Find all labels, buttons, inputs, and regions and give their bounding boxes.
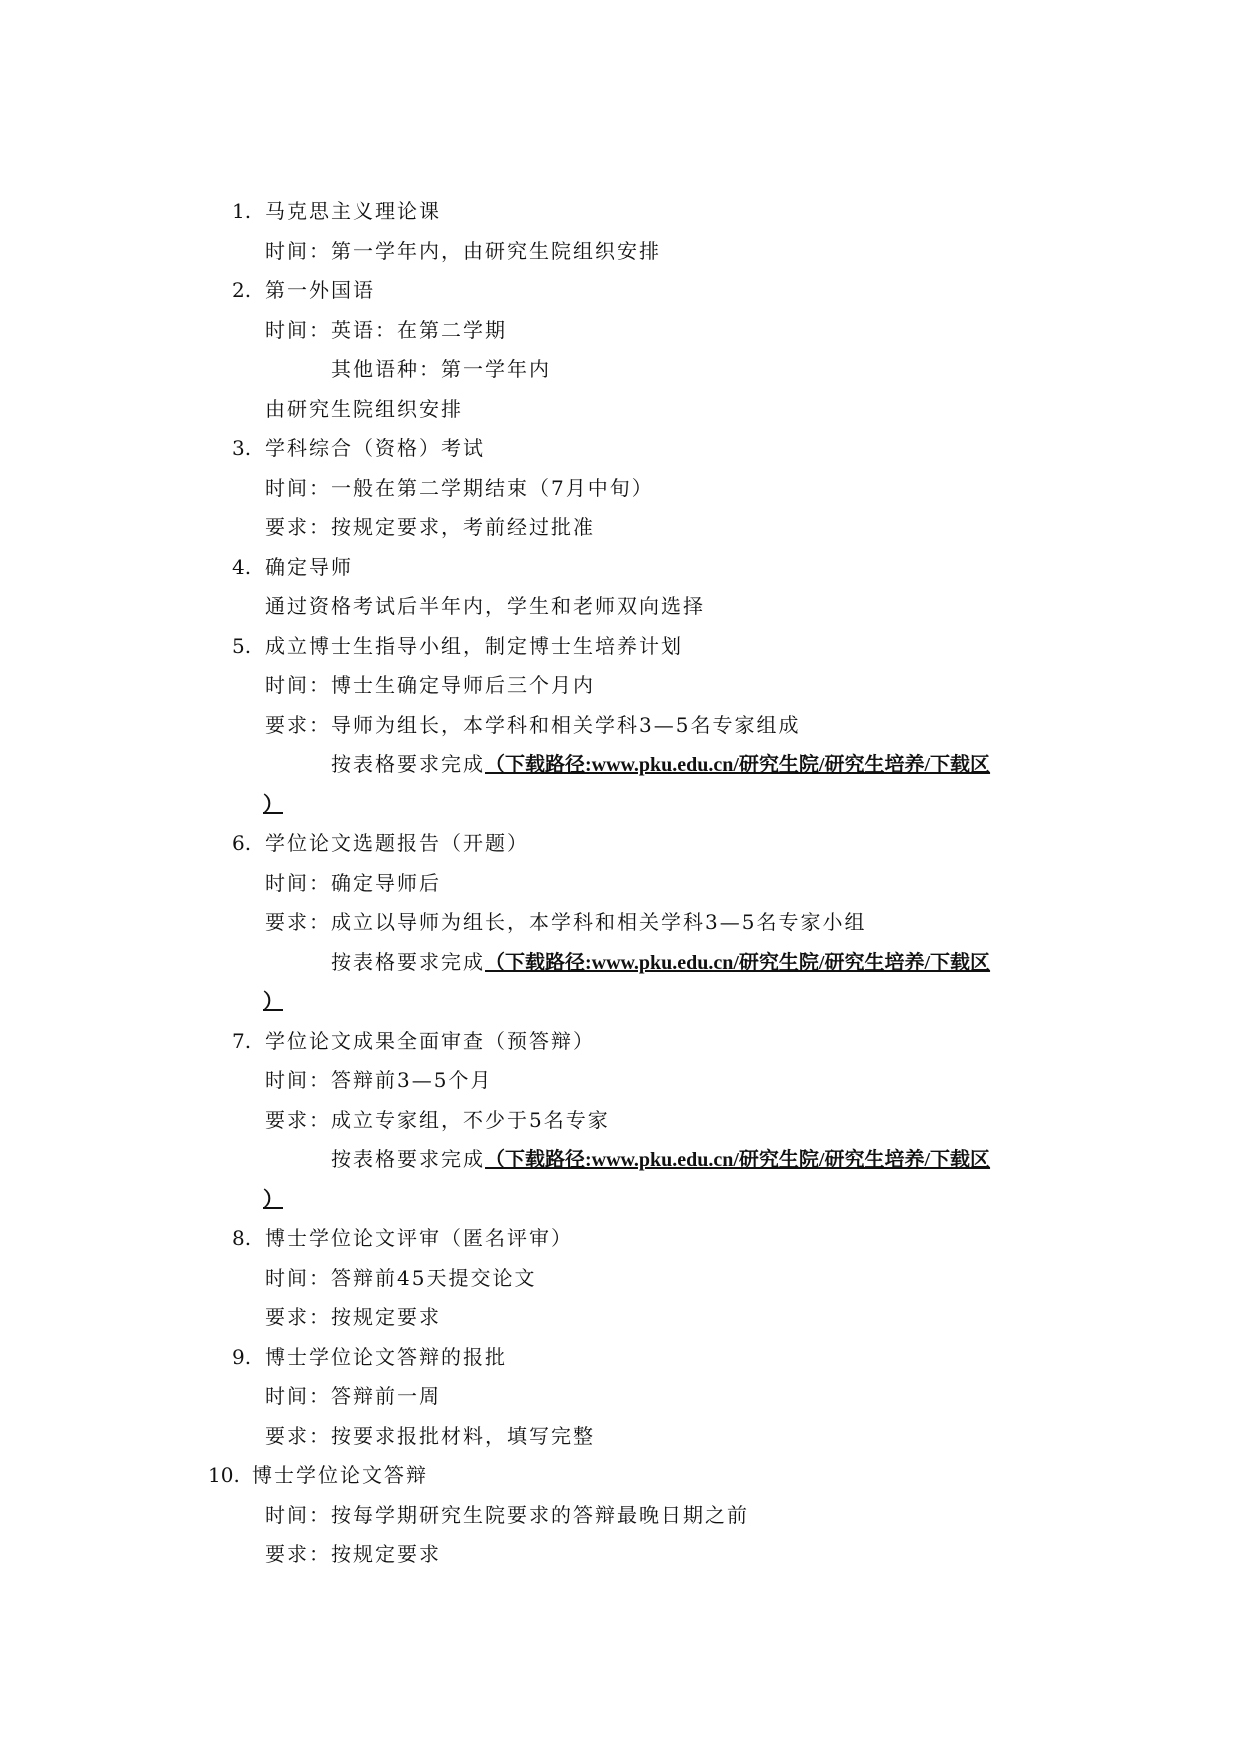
item-7-time: 时间：答辩前3—5个月 [265,1068,493,1092]
item-10-title: 博士学位论文答辩 [252,1463,428,1487]
item-6-form-note [331,949,990,976]
item-10-time: 时间：按每学期研究生院要求的答辩最晚日期之前 [265,1503,749,1527]
item-7-download-link[interactable]: （下载路径:www.pku.edu.cn/研究生院/研究生培养/下载区 [485,1149,991,1171]
item-5-form-note-end [263,791,283,818]
item-5-form-note [331,751,990,778]
item-10-number: 10. [208,1463,240,1487]
item-5-download-link[interactable]: （下载路径:www.pku.edu.cn/研究生院/研究生培养/下载区 [485,754,991,776]
item-2-title: 第一外国语 [265,278,375,302]
item-8-time: 时间：答辩前45天提交论文 [265,1266,537,1290]
item-3-number: 3. [232,436,252,460]
item-5-title: 成立博士生指导小组，制定博士生培养计划 [265,634,683,658]
item-7-title: 学位论文成果全面审查（预答辩） [265,1029,595,1053]
item-6-download-link-end[interactable]: ） [263,991,283,1013]
item-5-download-link-end[interactable]: ） [263,794,283,816]
item-7-number: 7. [232,1029,252,1053]
item-1-time: 时间：第一学年内，由研究生院组织安排 [265,239,661,263]
item-7-form-prefix: 按表格要求完成 [331,1147,485,1171]
item-8-number: 8. [232,1226,252,1250]
item-3-requirement: 要求：按规定要求，考前经过批准 [265,515,595,539]
item-7-download-link-end[interactable]: ） [263,1189,283,1211]
item-2-organizer: 由研究生院组织安排 [265,397,463,421]
item-6-download-link[interactable]: （下载路径:www.pku.edu.cn/研究生院/研究生培养/下载区 [485,952,991,974]
item-5-number: 5. [232,634,252,658]
item-5-time: 时间：博士生确定导师后三个月内 [265,673,595,697]
item-9-title: 博士学位论文答辩的报批 [265,1345,507,1369]
item-2-time: 时间：英语：在第二学期 [265,318,507,342]
item-9-number: 9. [232,1345,252,1369]
item-10-requirement: 要求：按规定要求 [265,1542,441,1566]
item-2-number: 2. [232,278,252,302]
item-6-requirement: 要求：成立以导师为组长，本学科和相关学科3—5名专家小组 [265,910,867,934]
item-7-form-note-end [263,1186,283,1213]
item-5-form-prefix: 按表格要求完成 [331,752,485,776]
item-6-form-note-end [263,988,283,1015]
item-4-number: 4. [232,555,252,579]
item-6-title: 学位论文选题报告（开题） [265,831,529,855]
item-1-title: 马克思主义理论课 [265,199,441,223]
item-6-time: 时间：确定导师后 [265,871,441,895]
item-3-time: 时间：一般在第二学期结束（7月中旬） [265,476,654,500]
item-8-title: 博士学位论文评审（匿名评审） [265,1226,573,1250]
item-6-form-prefix: 按表格要求完成 [331,950,485,974]
item-7-requirement: 要求：成立专家组，不少于5名专家 [265,1108,610,1132]
item-5-requirement: 要求：导师为组长，本学科和相关学科3—5名专家组成 [265,713,801,737]
item-7-form-note [331,1146,990,1173]
item-4-title: 确定导师 [265,555,353,579]
item-1-number: 1. [232,199,252,223]
item-4-note: 通过资格考试后半年内，学生和老师双向选择 [265,594,705,618]
item-9-time: 时间：答辩前一周 [265,1384,441,1408]
item-8-requirement: 要求：按规定要求 [265,1305,441,1329]
item-3-title: 学科综合（资格）考试 [265,436,485,460]
item-2-other-languages: 其他语种：第一学年内 [331,357,551,381]
item-9-requirement: 要求：按要求报批材料，填写完整 [265,1424,595,1448]
item-6-number: 6. [232,831,252,855]
